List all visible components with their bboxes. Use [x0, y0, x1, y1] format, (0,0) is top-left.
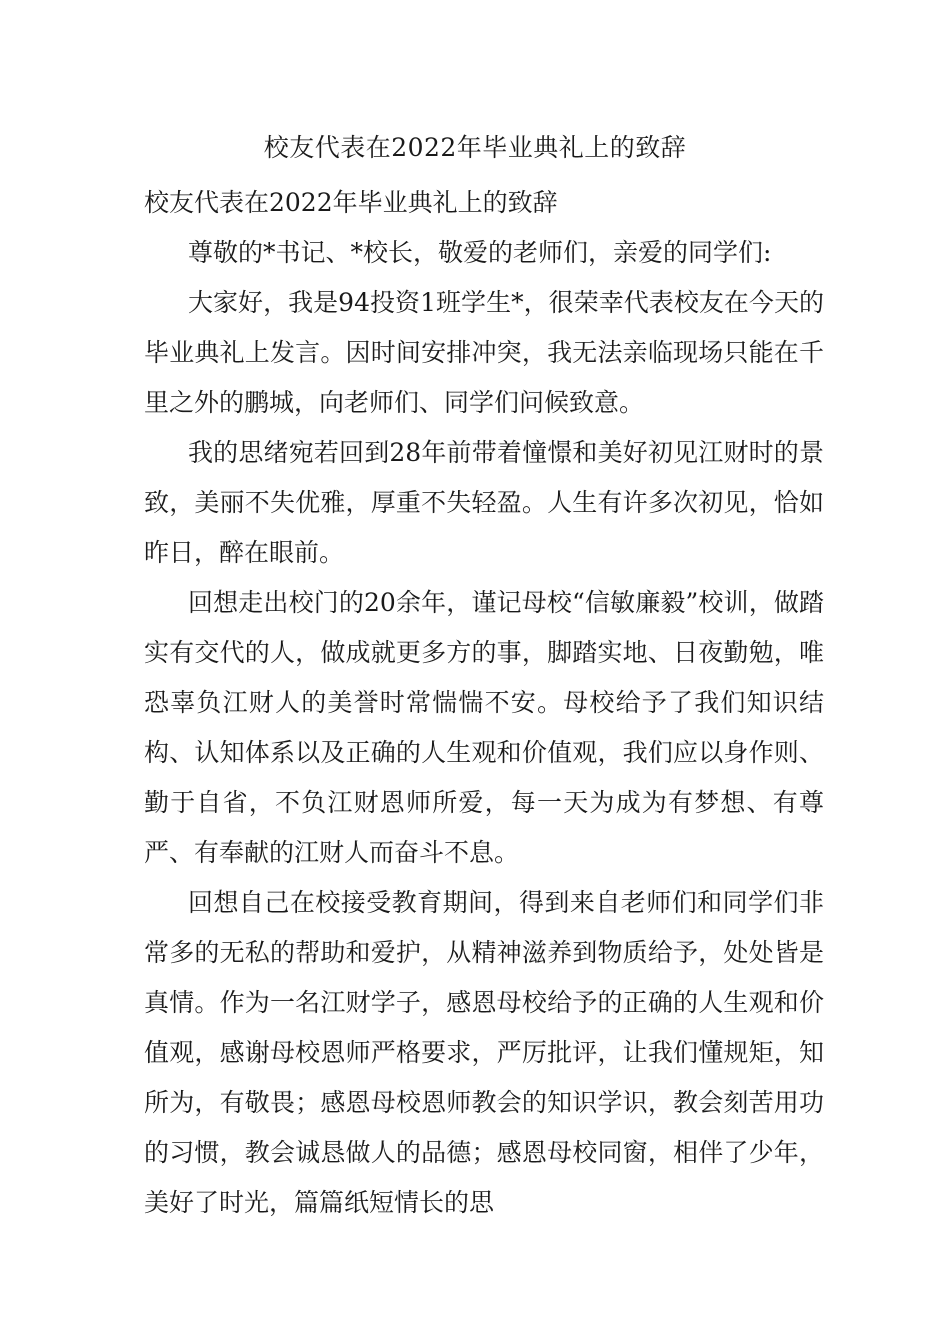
salutation-paragraph: 尊敬的*书记、*校长，敬爱的老师们，亲爱的同学们:: [188, 238, 772, 267]
body-paragraph: 我的思绪宛若回到28年前带着憧憬和美好初见江财时的景致，美丽不失优雅，厚重不失轻盈。人生有许多次初见，恰如昨日，醉在眼前。: [144, 438, 824, 567]
document-body: [144, 178, 824, 1228]
page-title: 校友代表在2022年毕业典礼上的致辞: [263, 133, 687, 162]
document-subtitle: 校友代表在2022年毕业典礼上的致辞: [144, 188, 558, 217]
body-paragraph: 大家好，我是94投资1班学生*，很荣幸代表校友在今天的毕业典礼上发言。因时间安排冲突，我无法亲临现场只能在千里之外的鹏城，向老师们、同学们问候致意。: [144, 288, 824, 417]
body-paragraph: 回想走出校门的20余年，谨记母校“信敏廉毅”校训，做踏实有交代的人，做成就更多方的事，脚踏实地、日夜勤勉，唯恐辜负江财人的美誉时常惴惴不安。母校给予了我们知识结构、认知体系以及正确的人生观和价值观，我们应以身作则、勤于自省，不负江财恩师所爱，每一天为成为有梦想、有尊严、有奉献的江财人而奋斗不息。: [144, 588, 824, 867]
body-paragraph: 回想自己在校接受教育期间，得到来自老师们和同学们非常多的无私的帮助和爱护，从精神滋养到物质给予，处处皆是真情。作为一名江财学子，感恩母校给予的正确的人生观和价值观，感谢母校恩师严格要求，严厉批评，让我们懂规矩，知所为，有敬畏；感恩母校恩师教会的知识学识，教会刻苦用功的习惯，教会诚恳做人的品德；感恩母校同窗，相伴了少年，美好了时光，篇篇纸短情长的思: [144, 888, 824, 1217]
